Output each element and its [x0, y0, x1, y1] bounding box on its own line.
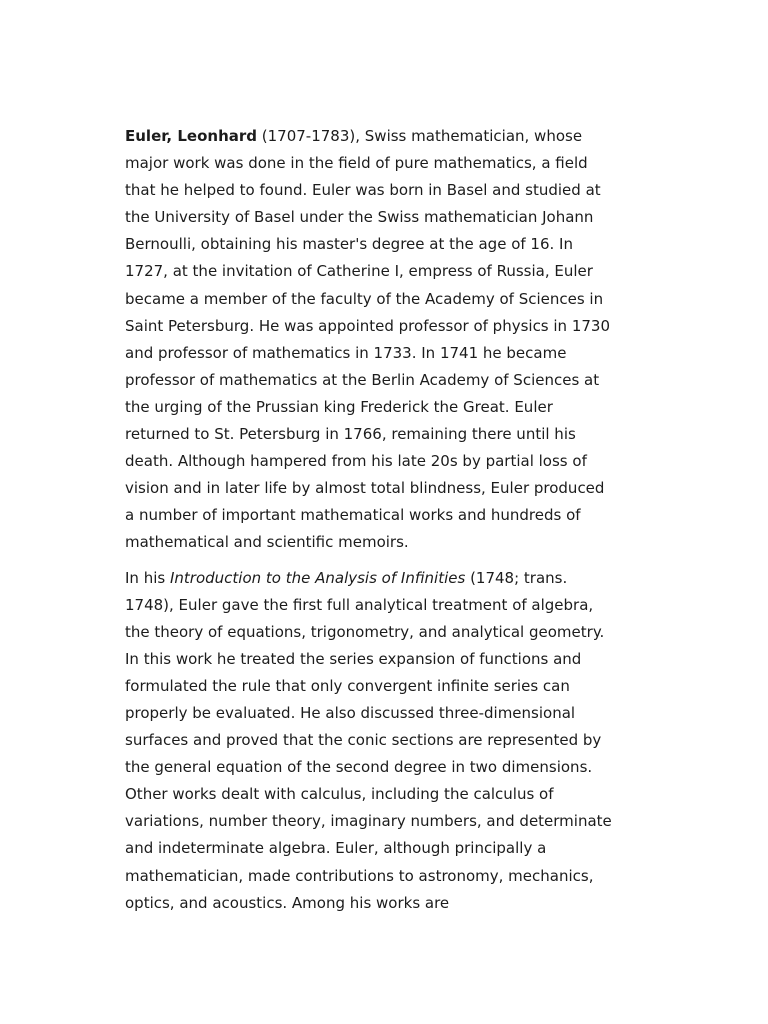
paragraph-1 [125, 123, 615, 557]
paragraph-1-text: (1707-1783), Swiss mathematician, whose major work was done in the field of pure mathematics, a field that he helped to found. Euler was born in Basel and studied at the University of Basel under the Swiss mathematician Johann Bernoulli, obtaining his master's degree at the age of 16. In 1727, at the invitation of Catherine I, empress of Russia, Euler became a member of the faculty of the Academy of Sciences in Saint Petersburg. He was appointed professor of physics in 1730 and professor of mathematics in 1733. In 1741 he became professor of mathematics at the Berlin Academy of Sciences at the urging of the Prussian king Frederick the Great. Euler returned to St. Petersburg in 1766, remaining there until his death. Although hampered from his late 20s by partial loss of vision and in later life by almost total blindness, Euler produced a number of important mathematical works and hundreds of mathematical and scientific memoirs. [125, 127, 611, 552]
article-body [125, 123, 615, 917]
work-title: Introduction to the Analysis of Infinities [169, 568, 466, 587]
paragraph-2 [125, 565, 615, 917]
paragraph-2-text: (1748; trans. 1748), Euler gave the first full analytical treatment of algebra, the theory of equations, trigonometry, and analytical geometry. In this work he treated the series expansion of functions and formulated the rule that only convergent infinite series can properly be evaluated. He also discussed three-dimensional surfaces and proved that the conic sections are represented by the general equation of the second degree in two dimensions. Other works dealt with calculus, including the calculus of variations, number theory, imaginary numbers, and determinate and indeterminate algebra. Euler, although principally a mathematician, made contributions to astronomy, mechanics, optics, and acoustics. Among his works are [125, 568, 612, 912]
paragraph-2-lead: In his [125, 568, 170, 587]
headword: Euler, Leonhard [125, 127, 258, 145]
